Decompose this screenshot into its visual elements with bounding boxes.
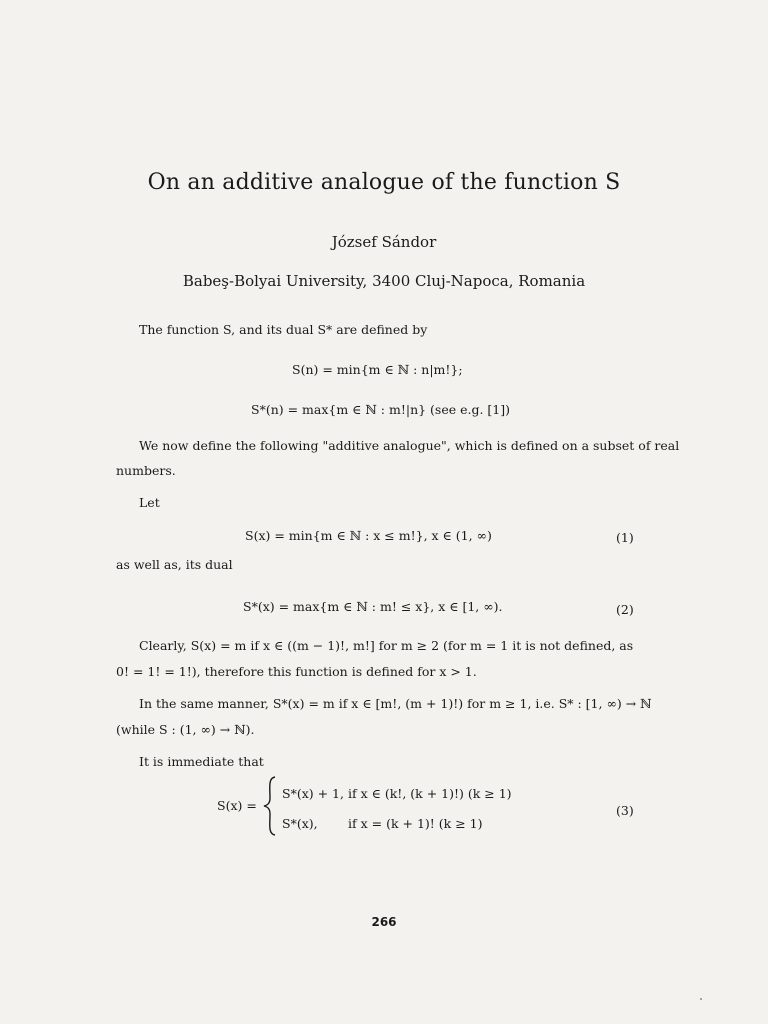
paragraph-same-manner-line1: In the same manner, S*(x) = m if x ∈ [m!, (m + 1)!) for m ≥ 1, i.e. S* : [1, ∞) → ℕ bbox=[139, 696, 652, 711]
equation-def-s: S(n) = min{m ∈ ℕ : n|m!}; bbox=[292, 362, 463, 377]
paragraph-same-manner-line2: (while S : (1, ∞) → ℕ). bbox=[116, 722, 255, 737]
equation-3-case1-condition: if x ∈ (k!, (k + 1)!) (k ≥ 1) bbox=[348, 786, 512, 801]
paper-title: On an additive analogue of the function S bbox=[147, 170, 621, 195]
author-affiliation: Babeş-Bolyai University, 3400 Cluj-Napoca, Romania bbox=[182, 272, 586, 290]
paragraph-let: Let bbox=[139, 495, 160, 510]
equation-3-case2-condition: if x = (k + 1)! (k ≥ 1) bbox=[348, 816, 483, 831]
paragraph-immediate: It is immediate that bbox=[139, 754, 264, 769]
equation-2-number: (2) bbox=[616, 602, 634, 617]
equation-3-case1-expression: S*(x) + 1, bbox=[282, 786, 344, 801]
paragraph-intro: The function S, and its dual S* are defined by bbox=[139, 322, 428, 337]
paragraph-clearly-line1: Clearly, S(x) = m if x ∈ ((m − 1)!, m!] for m ≥ 2 (for m = 1 it is not defined, as bbox=[139, 638, 634, 653]
equation-1-number: (1) bbox=[616, 530, 634, 545]
paragraph-additive-line1: We now define the following "additive analogue", which is defined on a subset of real bbox=[139, 438, 680, 453]
page-number: 266 bbox=[371, 915, 397, 929]
left-brace-icon bbox=[262, 776, 278, 836]
author-name: József Sándor bbox=[331, 233, 437, 251]
paragraph-additive-line2: numbers. bbox=[116, 463, 176, 478]
scan-speck bbox=[700, 998, 702, 1000]
equation-3-case2-expression: S*(x), bbox=[282, 816, 318, 831]
equation-def-s-star: S*(n) = max{m ∈ ℕ : m!|n} (see e.g. [1]) bbox=[251, 402, 511, 417]
equation-3-lhs: S(x) = bbox=[217, 798, 257, 813]
equation-3-number: (3) bbox=[616, 803, 634, 818]
equation-2: S*(x) = max{m ∈ ℕ : m! ≤ x}, x ∈ [1, ∞). bbox=[243, 599, 503, 614]
paragraph-clearly-line2: 0! = 1! = 1!), therefore this function is defined for x > 1. bbox=[116, 664, 477, 679]
paragraph-dual: as well as, its dual bbox=[116, 557, 233, 572]
equation-1: S(x) = min{m ∈ ℕ : x ≤ m!}, x ∈ (1, ∞) bbox=[245, 528, 492, 543]
